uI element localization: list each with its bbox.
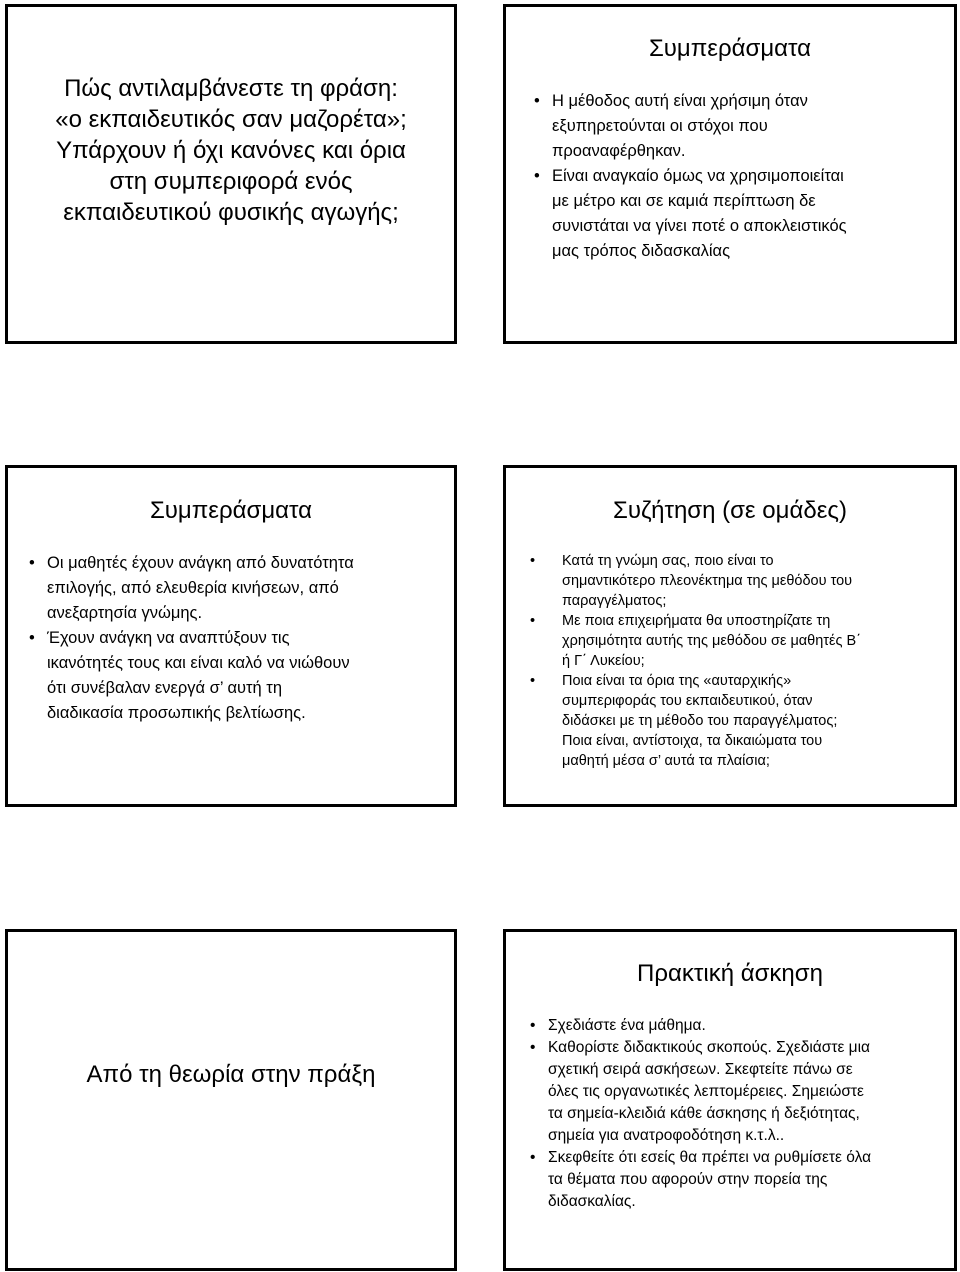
bullet-line: Κατά τη γνώμη σας, ποιο είναι το (562, 553, 774, 569)
slide-theory-to-practice (5, 929, 457, 1271)
bullet-line: όλες τις οργανωτικές λεπτομέρειες. Σημειώστε (548, 1083, 864, 1100)
bullet-line: ανεξαρτησία γνώμης. (47, 604, 203, 622)
slide-discussion (503, 465, 957, 807)
bullet-list (532, 89, 944, 264)
bullet-line: Ποια είναι τα όρια της «αυταρχικής» (562, 673, 792, 689)
bullet-line: Σχεδιάστε ένα μάθημα. (548, 1017, 706, 1034)
bullet-line: Με ποια επιχειρήματα θα υποστηρίζατε τη (562, 613, 831, 629)
slide-practical-exercise (503, 929, 957, 1271)
bullet-icon: • (534, 167, 540, 185)
bullet-line: επιλογής, από ελευθερία κινήσεων, από (47, 579, 339, 597)
bullet-line: μαθητή μέσα σ’ αυτά τα πλαίσια; (562, 753, 770, 769)
bullet-line: Οι μαθητές έχουν ανάγκη από δυνατότητα (47, 554, 354, 572)
bullet-list (528, 551, 944, 771)
bullet-icon: • (530, 1149, 536, 1166)
bullet-list (27, 551, 444, 726)
bullet-icon: • (530, 1017, 536, 1034)
bullet-line: τα θέματα που αφορούν στην πορεία της (548, 1171, 828, 1188)
bullet-item (528, 1037, 944, 1147)
bullet-line: διδασκαλίας. (548, 1193, 636, 1210)
bullet-line: συμπεριφοράς του εκπαιδευτικού, όταν (562, 693, 813, 709)
bullet-line: Καθορίστε διδακτικούς σκοπούς. Σχεδιάστε μια (548, 1039, 871, 1056)
bullet-item (528, 1015, 944, 1037)
bullet-line: παραγγέλματος; (562, 593, 667, 609)
bullet-line: ότι συνέβαλαν ενεργά σ’ αυτή τη (47, 679, 283, 697)
bullet-line: Είναι αναγκαίο όμως να χρησιμοποιείται (552, 167, 844, 185)
bullet-line: χρησιμότητα αυτής της μεθόδου σε μαθητές Β΄ (562, 633, 862, 649)
bullet-icon: • (534, 92, 540, 110)
title-line: εκπαιδευτικού φυσικής αγωγής; (63, 199, 399, 226)
bullet-icon: • (530, 1039, 536, 1056)
title-line: στη συμπεριφορά ενός (109, 168, 353, 195)
bullet-line: εξυπηρετούνται οι στόχοι που (552, 117, 768, 135)
title-line: Υπάρχουν ή όχι κανόνες και όρια (56, 137, 406, 164)
bullet-line: Η μέθοδος αυτή είναι χρήσιμη όταν (552, 92, 808, 110)
bullet-line: διδάσκει με τη μέθοδο του παραγγέλματος; (562, 713, 838, 729)
bullet-line: τα σημεία-κλειδιά κάθε άσκησης ή δεξιότητας, (548, 1105, 860, 1122)
bullet-item (528, 1147, 944, 1213)
title-line: «ο εκπαιδευτικός σαν μαζορέτα»; (55, 106, 407, 133)
title-line: Πώς αντιλαμβάνεστε τη φράση: (64, 75, 398, 102)
bullet-item (528, 671, 944, 771)
slide-conclusions-2 (5, 465, 457, 807)
bullet-line: προαναφέρθηκαν. (552, 142, 686, 160)
slide-title: Από τη θεωρία στην πράξη (86, 1061, 376, 1088)
bullet-line: σχετική σειρά ασκήσεων. Σκεφτείτε πάνω σε (548, 1061, 853, 1078)
slide-title: Συμπεράσματα (648, 35, 812, 62)
bullet-line: ικανότητές τους και είναι καλό να νιώθουν (47, 654, 350, 672)
bullet-line: Ποια είναι, αντίστοιχα, τα δικαιώματα του (562, 733, 823, 749)
bullet-line: Έχουν ανάγκη να αναπτύξουν τις (47, 629, 290, 647)
slide-title (8, 73, 454, 228)
slide-title: Συζήτηση (σε ομάδες) (613, 497, 847, 524)
bullet-icon: • (530, 613, 536, 629)
bullet-line: διαδικασία προσωπικής βελτίωσης. (47, 704, 306, 722)
bullet-item (532, 89, 944, 164)
bullet-line: σημεία για ανατροφοδότηση κ.τ.λ.. (548, 1127, 785, 1144)
bullet-icon: • (29, 554, 35, 572)
bullet-line: με μέτρο και σε καμιά περίπτωση δε (552, 192, 816, 210)
bullet-item (532, 164, 944, 264)
slide-title: Πρακτική άσκηση (637, 960, 823, 987)
slide-conclusions-1 (503, 4, 957, 344)
slide-question (5, 4, 457, 344)
slide-title: Συμπεράσματα (149, 497, 313, 524)
bullet-line: σημαντικότερο πλεονέκτημα της μεθόδου του (562, 573, 853, 589)
bullet-list (528, 1015, 944, 1213)
bullet-line: Σκεφθείτε ότι εσείς θα πρέπει να ρυθμίσετε όλα (548, 1149, 872, 1166)
bullet-item (27, 626, 444, 726)
bullet-line: ή Γ΄ Λυκείου; (562, 653, 645, 669)
bullet-line: συνιστάται να γίνει ποτέ ο αποκλειστικός (552, 217, 847, 235)
bullet-item (27, 551, 444, 626)
bullet-icon: • (530, 553, 536, 569)
bullet-item (528, 611, 944, 671)
bullet-line: μας τρόπος διδασκαλίας (552, 242, 731, 260)
bullet-item (528, 551, 944, 611)
bullet-icon: • (530, 673, 536, 689)
bullet-icon: • (29, 629, 35, 647)
